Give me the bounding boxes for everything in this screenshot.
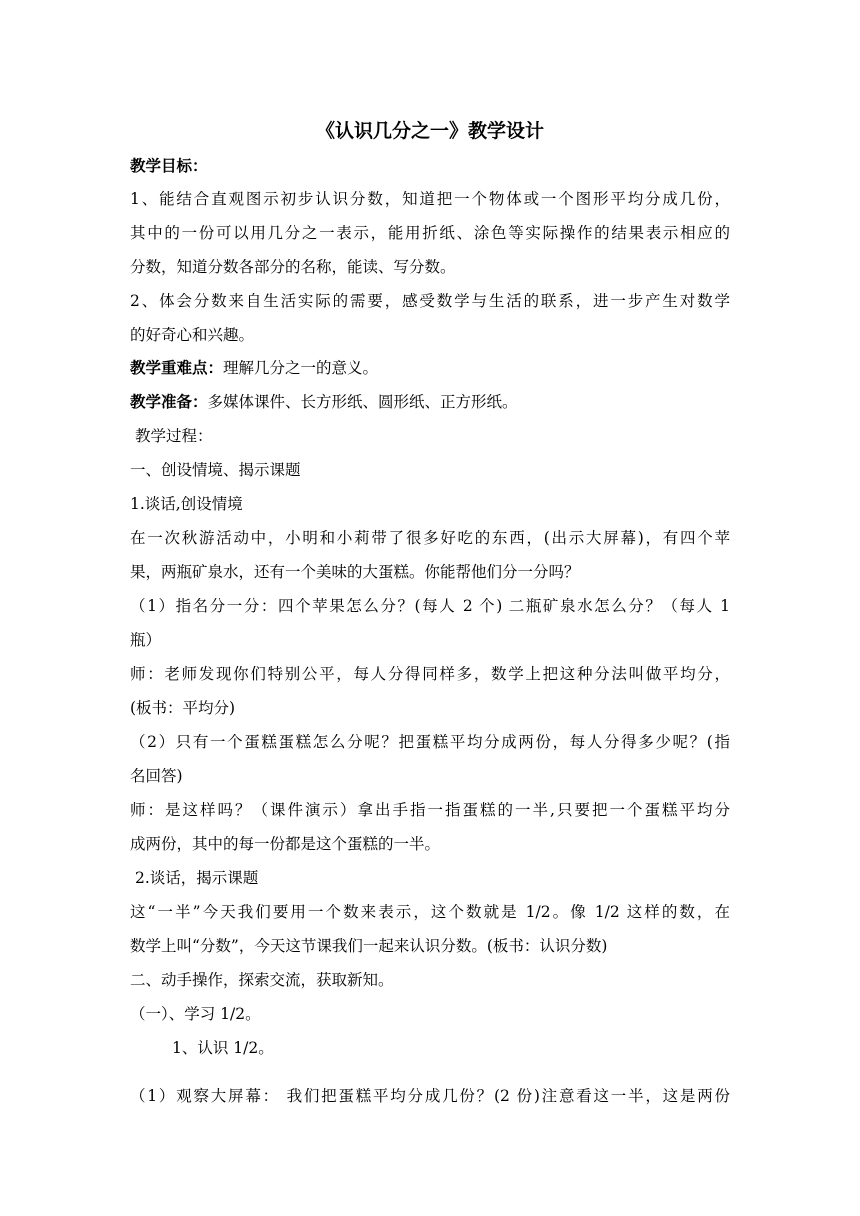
prep-label: 教学准备： <box>130 393 208 411</box>
p4-line1: （2）只有一个蛋糕蛋糕怎么分呢？把蛋糕平均分成两份，每人分得多少呢？(指 <box>130 733 730 751</box>
keypoint-label: 教学重难点： <box>130 359 224 377</box>
sub4-heading: 1、认识 1/2。 <box>172 1039 274 1057</box>
process-heading: 教学过程： <box>135 427 213 445</box>
p2-line1: （1）指名分一分：四个苹果怎么分？(每人 2 个) 二瓶矿泉水怎么分？（每人 1 <box>130 597 730 615</box>
p3-line1: 师：老师发现你们特别公平，每人分得同样多，数学上把这种分法叫做平均分， <box>130 665 730 683</box>
section2-heading: 二、动手操作，探索交流，获取新知。 <box>130 971 394 989</box>
p6-line1: 这“一半”今天我们要用一个数来表示，这个数就是 1/2。像 1/2 这样的数，在 <box>130 903 730 921</box>
goal1-line3: 分数，知道分数各部分的名称，能读、写分数。 <box>130 258 456 276</box>
goal2-line1: 2、体会分数来自生活实际的需要，感受数学与生活的联系，进一步产生对数学 <box>130 292 730 310</box>
goal1-line2: 其中的一份可以用几分之一表示，能用折纸、涂色等实际操作的结果表示相应的 <box>130 224 730 242</box>
prep-text: 多媒体课件、长方形纸、圆形纸、正方形纸。 <box>207 393 518 411</box>
p5-line1: 师：是这样吗？（课件演示）拿出手指一指蛋糕的一半,只要把一个蛋糕平均分 <box>130 801 730 819</box>
p3-line2: (板书：平均分) <box>130 699 236 717</box>
p6-line2: 数学上叫“分数”，今天这节课我们一起来认识分数。(板书：认识分数) <box>130 937 608 955</box>
p7-line1: （1）观察大屏幕： 我们把蛋糕平均分成几份？(2 份)注意看这一半，这是两份 <box>130 1087 730 1105</box>
p5-line2: 成两份，其中的每一份都是这个蛋糕的一半。 <box>130 835 441 853</box>
document-title: 《认识几分之一》教学设计 <box>315 120 544 142</box>
keypoint-text: 理解几分之一的意义。 <box>223 359 379 377</box>
p1-line2: 果，两瓶矿泉水，还有一个美味的大蛋糕。你能帮他们分一分吗？ <box>130 563 580 581</box>
p4-line2: 名回答) <box>130 767 183 785</box>
sub1-heading: 1.谈话,创设情境 <box>130 495 243 513</box>
goal1-line1: 1、能结合直观图示初步认识分数，知道把一个物体或一个图形平均分成几份， <box>130 190 730 208</box>
goal2-line2: 的好奇心和兴趣。 <box>130 326 255 344</box>
sub2-heading: 2.谈话，揭示课题 <box>135 869 259 887</box>
section1-heading: 一、创设情境、揭示课题 <box>130 461 301 479</box>
p1-line1: 在一次秋游活动中，小明和小莉带了很多好吃的东西，(出示大屏幕)，有四个苹 <box>130 529 730 547</box>
goals-heading: 教学目标： <box>130 157 208 175</box>
keypoint-paragraph <box>130 357 730 379</box>
p2-line2: 瓶） <box>130 631 162 649</box>
prep-paragraph <box>130 391 730 413</box>
sub3-heading: （一）、学习 1/2。 <box>130 1005 261 1023</box>
